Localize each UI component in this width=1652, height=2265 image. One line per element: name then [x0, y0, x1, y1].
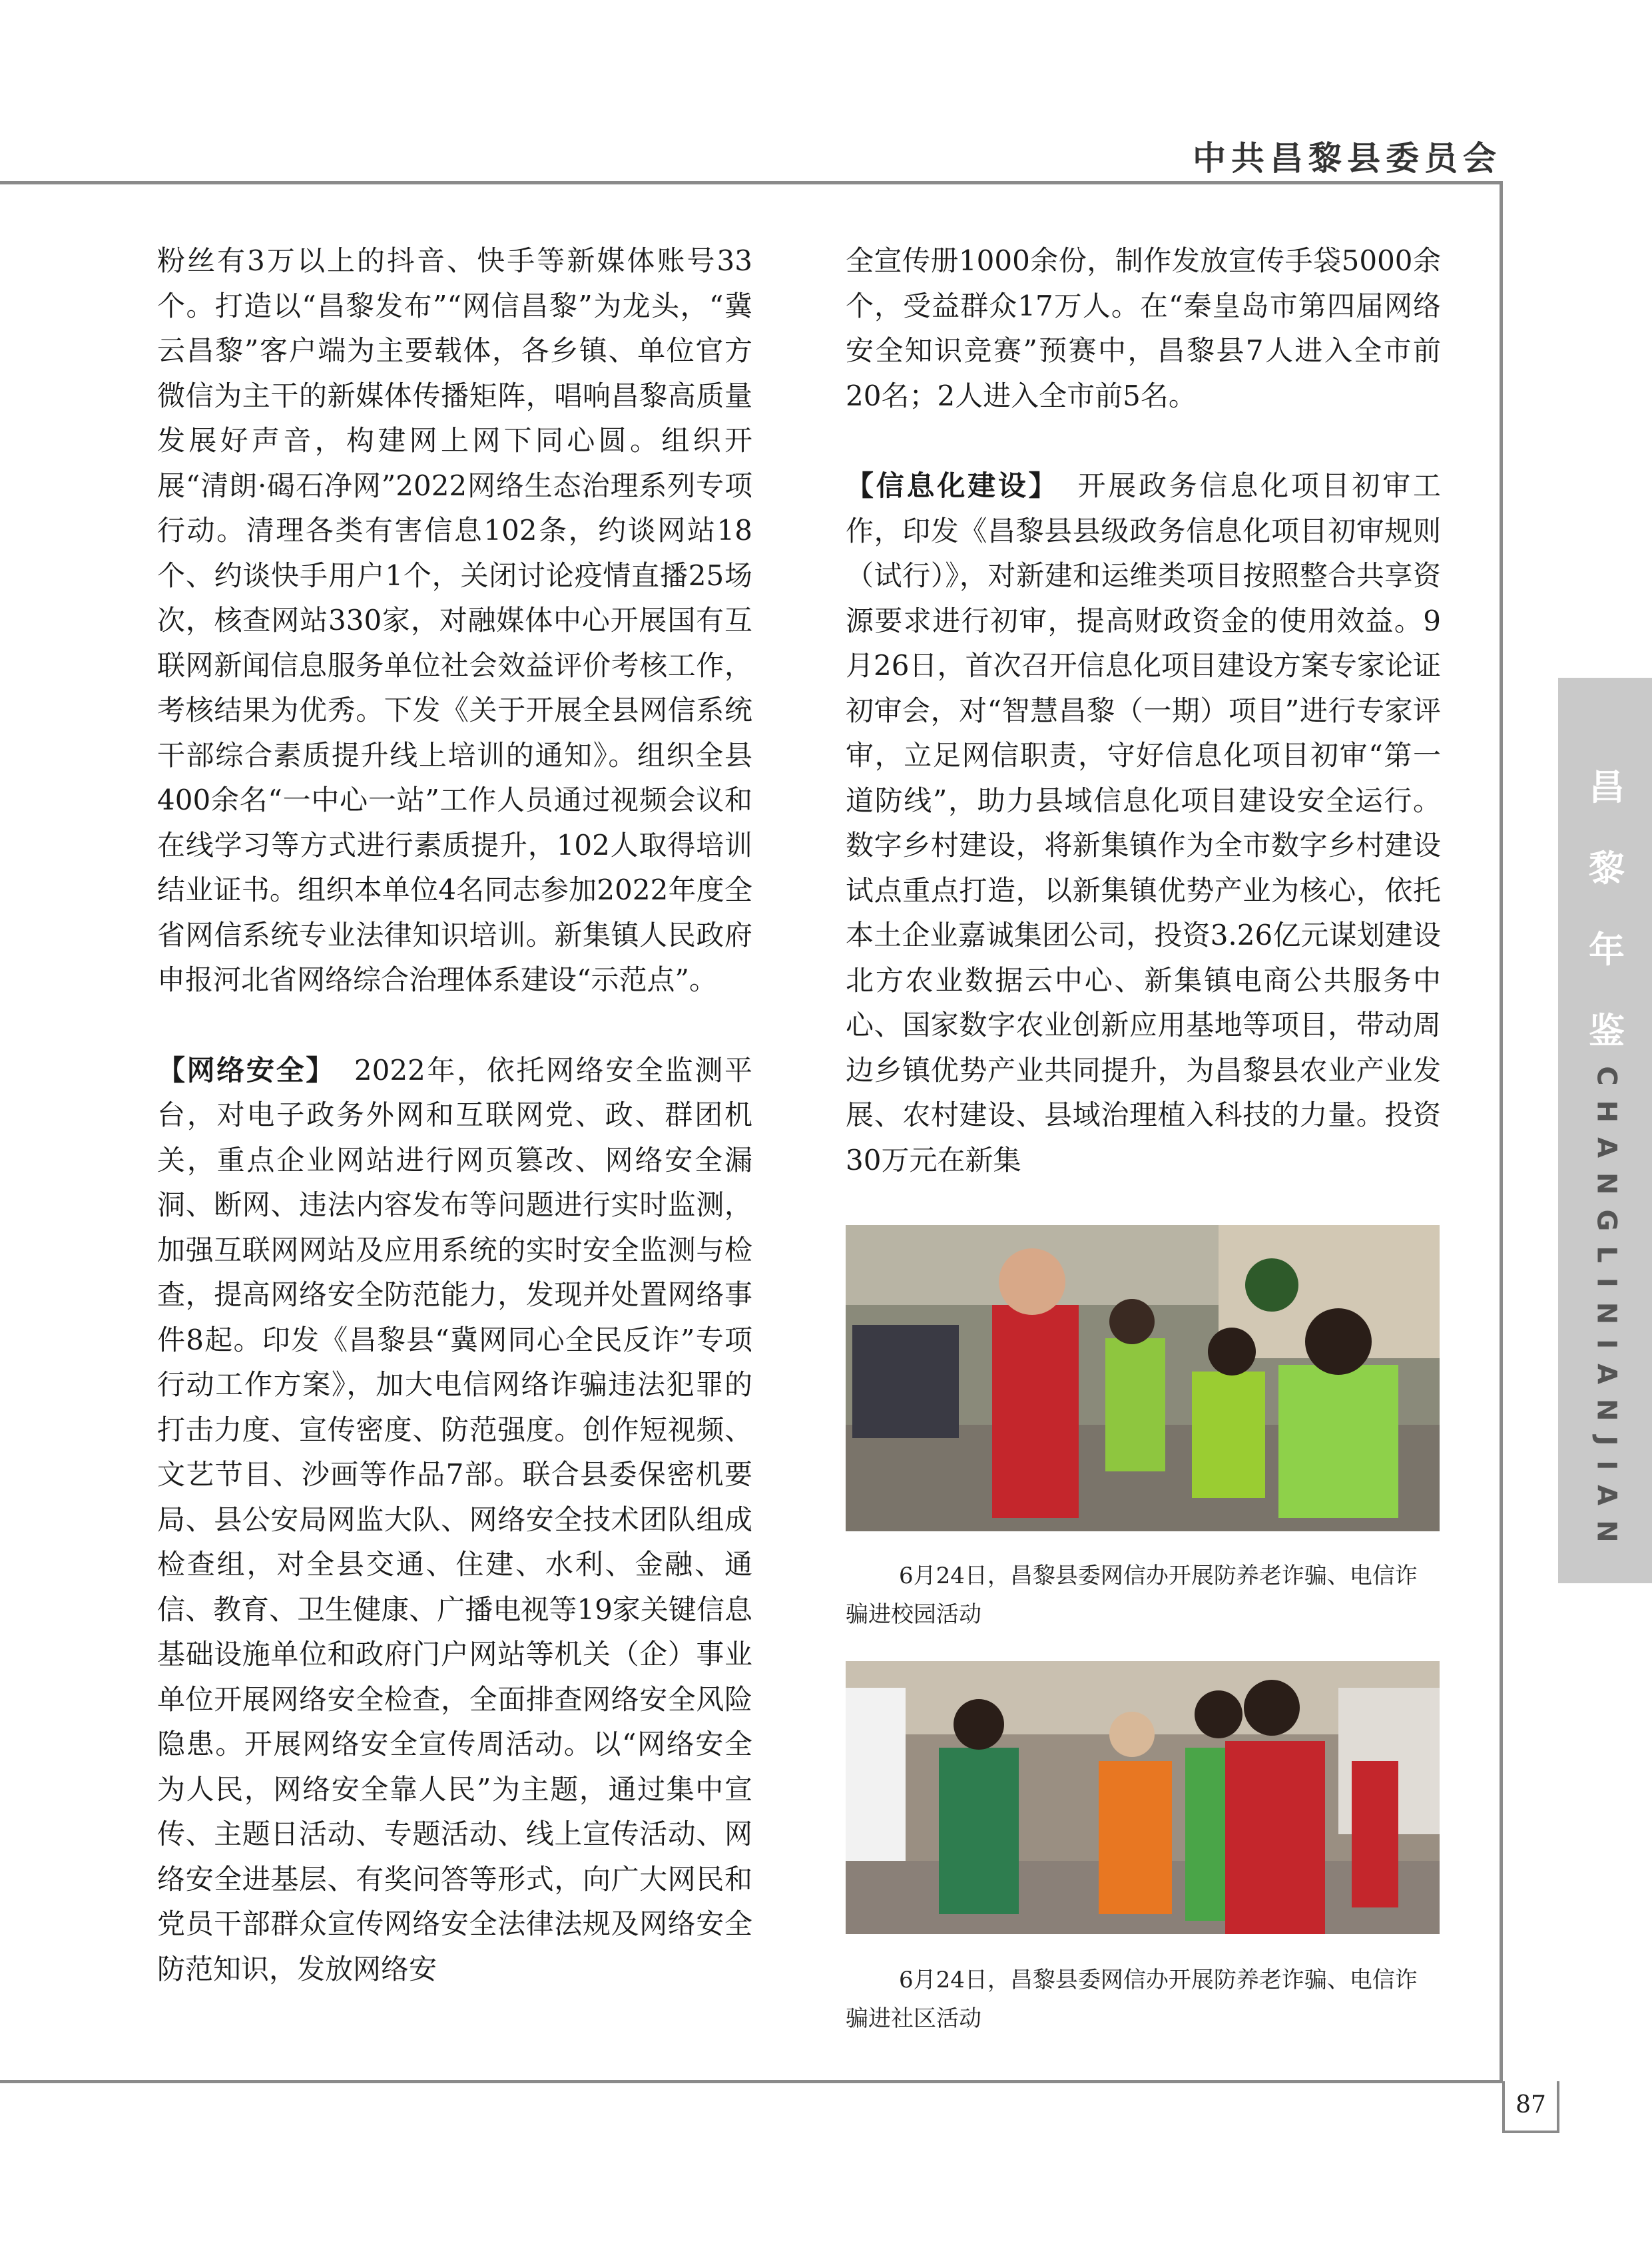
side-tab-english-text: CHANGLINIANJIAN — [1591, 1066, 1622, 1557]
photo-school-event — [846, 1225, 1440, 1531]
side-tab-char-3: 年 — [1589, 928, 1625, 971]
right-column — [846, 238, 1441, 1182]
photo-caption-2: 6月24日，昌黎县委网信办开展防养老诈骗、电信诈骗进社区活动 — [846, 1967, 1418, 2032]
left-paragraph-1: 粉丝有3万以上的抖音、快手等新媒体账号33个。打造以“昌黎发布”“网信昌黎”为龙头，“冀云昌黎”客户端为主要载体，各乡镇、单位官方微信为主干的新媒体传播矩阵，唱响昌黎高质量发展好声音，构建网上网下同心圆。组织开展“清朗·碣石净网”2022网络生态治理系列专项行动。清理各类有害信息102条，约谈网站18个、约谈快手用户1个，关闭讨论疫情直播25场次，核查网站330家，对融媒体中心开展国有互联网新闻信息服务单位社会效益评价考核工作，考核结果为优秀。下发《关于开展全县网信系统干部综合素质提升线上培训的通知》。组织全县400余名“一中心一站”工作人员通过视频会议和在线学习等方式进行素质提升，102人取得培训结业证书。组织本单位4名同志参加2022年度全省网信系统专业法律知识培训。新集镇人民政府申报河北省网络综合治理体系建设“示范点”。 — [157, 244, 752, 996]
photo-community-event — [846, 1661, 1440, 1934]
right-paragraph-1: 全宣传册1000余份，制作发放宣传手袋5000余个，受益群众17万人。在“秦皇岛市第四届网络安全知识竞赛”预赛中，昌黎县7人进入全市前20名；2人进入全市前5名。 — [846, 244, 1441, 412]
section-heading-network-security: 【网络安全】 — [157, 1053, 336, 1087]
section-heading-informatization: 【信息化建设】 — [846, 469, 1059, 502]
side-tab-char-1: 昌 — [1589, 766, 1625, 808]
right-rule — [1500, 181, 1503, 2082]
side-tab-english — [1585, 1066, 1629, 1557]
right-paragraph-2 — [846, 463, 1441, 1182]
informatization-body: 开展政务信息化项目初审工作，印发《昌黎县县级政务信息化项目初审规则（试行）》，对新建和运维类项目按照整合共享资源要求进行初审，提高财政资金的使用效益。9月26日，首次召开信息化项目建设方案专家论证初审会，对“智慧昌黎（一期）项目”进行专家评审，立足网信职责，守好信息化项目初审“第一道防线”，助力县域信息化项目建设安全运行。数字乡村建设，将新集镇作为全市数字乡村建设试点重点打造，以新集镇优势产业为核心，依托本土企业嘉诚集团公司，投资3.26亿元谋划建设北方农业数据云中心、新集镇电商公共服务中心、国家数字农业创新应用基地等项目，带动周边乡镇优势产业共同提升，为昌黎县农业产业发展、农村建设、县域治理植入科技的力量。投资30万元在新集 — [846, 469, 1441, 1176]
photo-caption-1: 6月24日，昌黎县委网信办开展防养老诈骗、电信诈骗进校园活动 — [846, 1563, 1418, 1628]
left-column — [157, 238, 752, 1991]
page-number: 87 — [1502, 2081, 1559, 2133]
side-tab-char-2: 黎 — [1589, 847, 1625, 889]
top-rule — [0, 181, 1502, 184]
side-tab-char-4: 鉴 — [1589, 1009, 1625, 1052]
left-paragraph-2 — [157, 1048, 752, 1992]
running-header-title: 中共昌黎县委员会 — [1193, 138, 1502, 178]
bottom-rule — [0, 2080, 1502, 2083]
network-security-body: 2022年，依托网络安全监测平台，对电子政务外网和互联网党、政、群团机关，重点企业网站进行网页篡改、网络安全漏洞、断网、违法内容发布等问题进行实时监测，加强互联网网站及应用系统的实时安全监测与检查，提高网络安全防范能力，发现并处置网络事件8起。印发《昌黎县“冀网同心全民反诈”专项行动工作方案》，加大电信网络诈骗违法犯罪的打击力度、宣传密度、防范强度。创作短视频、文艺节目、沙画等作品7部。联合县委保密机要局、县公安局网监大队、网络安全技术团队组成检查组，对全县交通、住建、水利、金融、通信、教育、卫生健康、广播电视等19家关键信息基础设施单位和政府门户网站等机关（企）事业单位开展网络安全检查，全面排查网络安全风险隐患。开展网络安全宣传周活动。以“网络安全为人民，网络安全靠人民”为主题，通过集中宣传、主题日活动、专题活动、线上宣传活动、网络安全进基层、有奖问答等形式，向广大网民和党员干部群众宣传网络安全法律法规及网络安全防范知识，发放网络安 — [157, 1053, 752, 1985]
